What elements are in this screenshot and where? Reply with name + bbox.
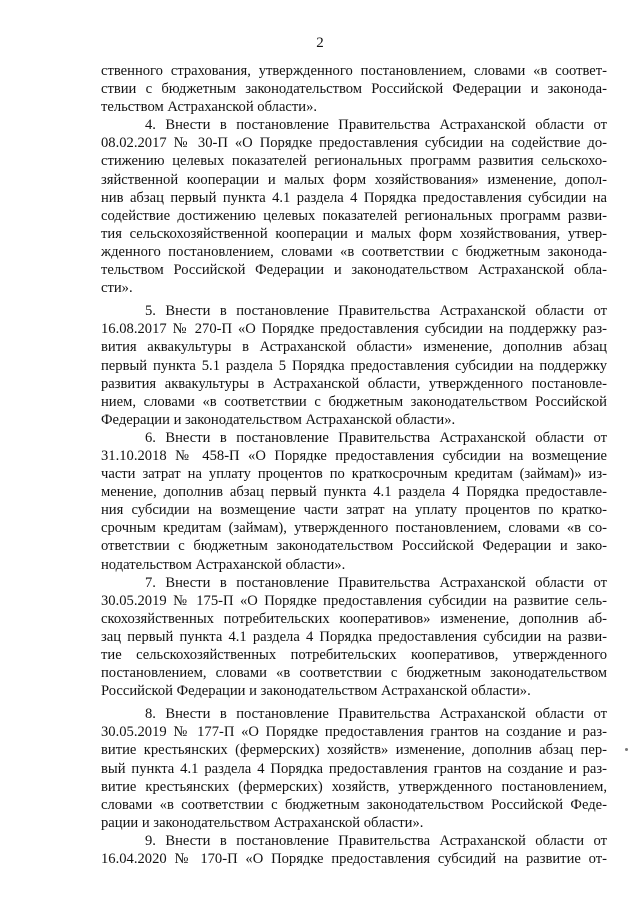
text-line: развития аквакультуры в Астраханской области, утвержденного постановле- (101, 375, 607, 392)
text-line: 31.10.2018 № 458-П «О Порядке предоставления субсидии на возмещение (101, 447, 607, 464)
text-line: нием, словами «в соответствии с бюджетным законодательством Российской (101, 393, 607, 410)
text-line: первый пункта 5.1 раздела 5 Порядка предоставления субсидии на поддержку (101, 357, 607, 374)
text-line: 5. Внести в постановление Правительства Астраханской области от (145, 303, 607, 320)
text-line: 08.02.2017 № 30-П «О Порядке предоставления субсидии на содействие до- (101, 135, 607, 152)
text-line: нодательством Астраханской области». (101, 556, 346, 573)
text-line: стижению целевых показателей региональных программ развития сельскохо- (101, 153, 607, 170)
text-line: 7. Внести в постановление Правительства Астраханской области от (145, 574, 607, 591)
text-line: постановлением, словами «в соответствии с бюджетным законодательством (101, 665, 607, 682)
text-line: 4. Внести в постановление Правительства Астраханской области от (145, 117, 607, 134)
text-line: срочным кредитам (займам), утвержденного постановлением, словами «в со- (101, 520, 607, 537)
text-line: зяйственной кооперации и малых форм хозяйствования» изменение, допол- (101, 171, 607, 188)
text-line: 6. Внести в постановление Правительства Астраханской области от (145, 429, 607, 446)
text-line: словами «в соответствии с бюджетным законодательством Российской Феде- (101, 796, 607, 813)
text-line: содействие достижению целевых показателей региональных программ разви- (101, 207, 607, 224)
paragraph-5 (101, 302, 607, 429)
text-line: вый пункта 4.1 раздела 4 Порядка предоставления грантов на создание и раз- (101, 760, 607, 777)
text-line: витие крестьянских (фермерских) хозяйств, утвержденного постановлением, (101, 778, 607, 795)
scan-speck (625, 748, 628, 751)
text-line: жденного постановлением, словами «в соответствии с бюджетным законода- (101, 243, 607, 260)
text-line: 16.04.2020 № 170-П «О Порядке предоставления субсидий на развитие от- (101, 851, 607, 868)
text-line: менение, дополнив абзац первый пункта 4.1 раздела 4 Порядка предоставле- (101, 484, 607, 501)
text-line: ния субсидии на возмещение части затрат на уплату процентов по кратко- (101, 502, 607, 519)
text-line: 16.08.2017 № 270-П «О Порядке предоставления субсидии на поддержку раз- (101, 321, 607, 338)
text-line: сти». (101, 280, 133, 297)
text-line: тие сельскохозяйственных потребительских кооперативов, утвержденного (101, 647, 607, 663)
text-line: ственного страхования, утвержденного постановлением, словами «в соответ- (101, 63, 607, 79)
paragraph-4 (101, 116, 607, 297)
text-line: тельством Астраханской области». (101, 99, 318, 116)
paragraph-7 (101, 574, 607, 701)
document-body (101, 62, 607, 868)
paragraph-8 (101, 705, 607, 832)
text-line: скохозяйственных потребительских кооперативов» изменение, дополнив аб- (101, 610, 607, 627)
text-line: тельством Российской Федерации и законодательством Астраханской обла- (101, 262, 607, 279)
text-line: Российской Федерации и законодательством Астраханской области». (101, 683, 531, 700)
text-line: витие крестьянских (фермерских) хозяйств» изменение, дополнив абзац пер- (101, 742, 607, 759)
text-line: нив абзац первый пункта 4.1 раздела 4 Порядка предоставления субсидии на (101, 189, 607, 206)
text-line: рации и законодательством Астраханской области». (101, 814, 424, 831)
page-number: 2 (316, 35, 324, 51)
text-line: ответствии с бюджетным законодательством Российской Федерации и зако- (101, 538, 607, 555)
text-line: 30.05.2019 № 177-П «О Порядке предоставления грантов на создание и раз- (101, 724, 607, 741)
text-line: вития аквакультуры в Астраханской области» изменение, дополнив абзац (101, 339, 607, 356)
paragraph-3-continued (101, 62, 607, 116)
text-line: Федерации и законодательством Астраханской области». (101, 411, 456, 428)
paragraph-6 (101, 429, 607, 574)
text-line: тия сельскохозяйственной кооперации и малых форм хозяйствования, утвер- (101, 225, 607, 242)
text-line: ствии с бюджетным законодательством Российской Федерации и законода- (101, 81, 607, 98)
text-line: 30.05.2019 № 175-П «О Порядке предоставления субсидии на развитие сель- (101, 592, 607, 609)
text-line: зац первый пункта 4.1 раздела 4 Порядка предоставления субсидии на разви- (101, 628, 607, 645)
paragraph-9 (101, 832, 607, 868)
text-line: 9. Внести в постановление Правительства Астраханской области от (145, 832, 607, 849)
text-line: части затрат на уплату процентов по краткосрочным кредитам (займам)» из- (101, 466, 607, 483)
text-line: 8. Внести в постановление Правительства Астраханской области от (145, 706, 607, 723)
